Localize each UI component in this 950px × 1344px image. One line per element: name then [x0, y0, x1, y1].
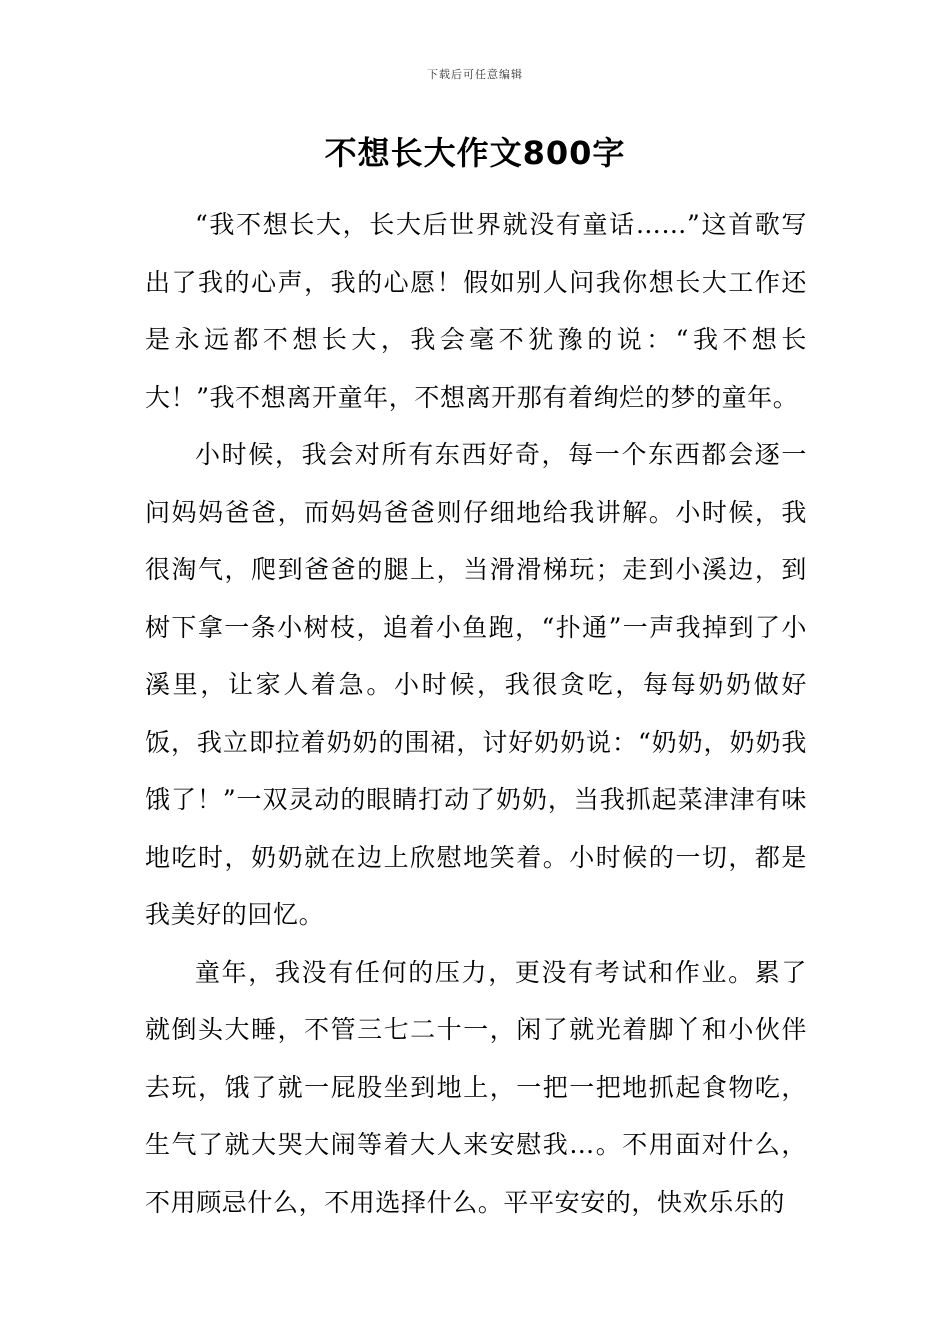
document-body — [145, 196, 807, 1231]
paragraph: “我不想长大，长大后世界就没有童话……”这首歌写出了我的心声，我的心愿！假如别人问我你想长大工作还是永远都不想长大，我会毫不犹豫的说：“我不想长大！”我不想离开童年，不想离开那有着绚烂的梦的童年。 — [145, 210, 807, 412]
header-note: 下载后可任意编辑 — [427, 68, 523, 81]
document-title: 不想长大作文800字 — [324, 134, 626, 172]
paragraph: 小时候，我会对所有东西好奇，每一个东西都会逐一问妈妈爸爸，而妈妈爸爸则仔细地给我讲解。小时候，我很淘气，爬到爸爸的腿上，当滑滑梯玩；走到小溪边，到树下拿一条小树枝，追着小鱼跑，“扑通”一声我掉到了小溪里，让家人着急。小时候，我很贪吃，每每奶奶做好饭，我立即拉着奶奶的围裙，讨好奶奶说：“奶奶，奶奶我饿了！”一双灵动的眼睛打动了奶奶，当我抓起菜津津有味地吃时，奶奶就在边上欣慰地笑着。小时候的一切，都是我美好的回忆。 — [145, 440, 807, 929]
paragraph: 童年，我没有任何的压力，更没有考试和作业。累了就倒头大睡，不管三七二十一，闲了就光着脚丫和小伙伴去玩，饿了就一屁股坐到地上，一把一把地抓起食物吃，生气了就大哭大闹等着大人来安慰我…。不用面对什么，不用顾忌什么，不用选择什么。平平安安的，快欢乐乐的 — [145, 957, 807, 1217]
